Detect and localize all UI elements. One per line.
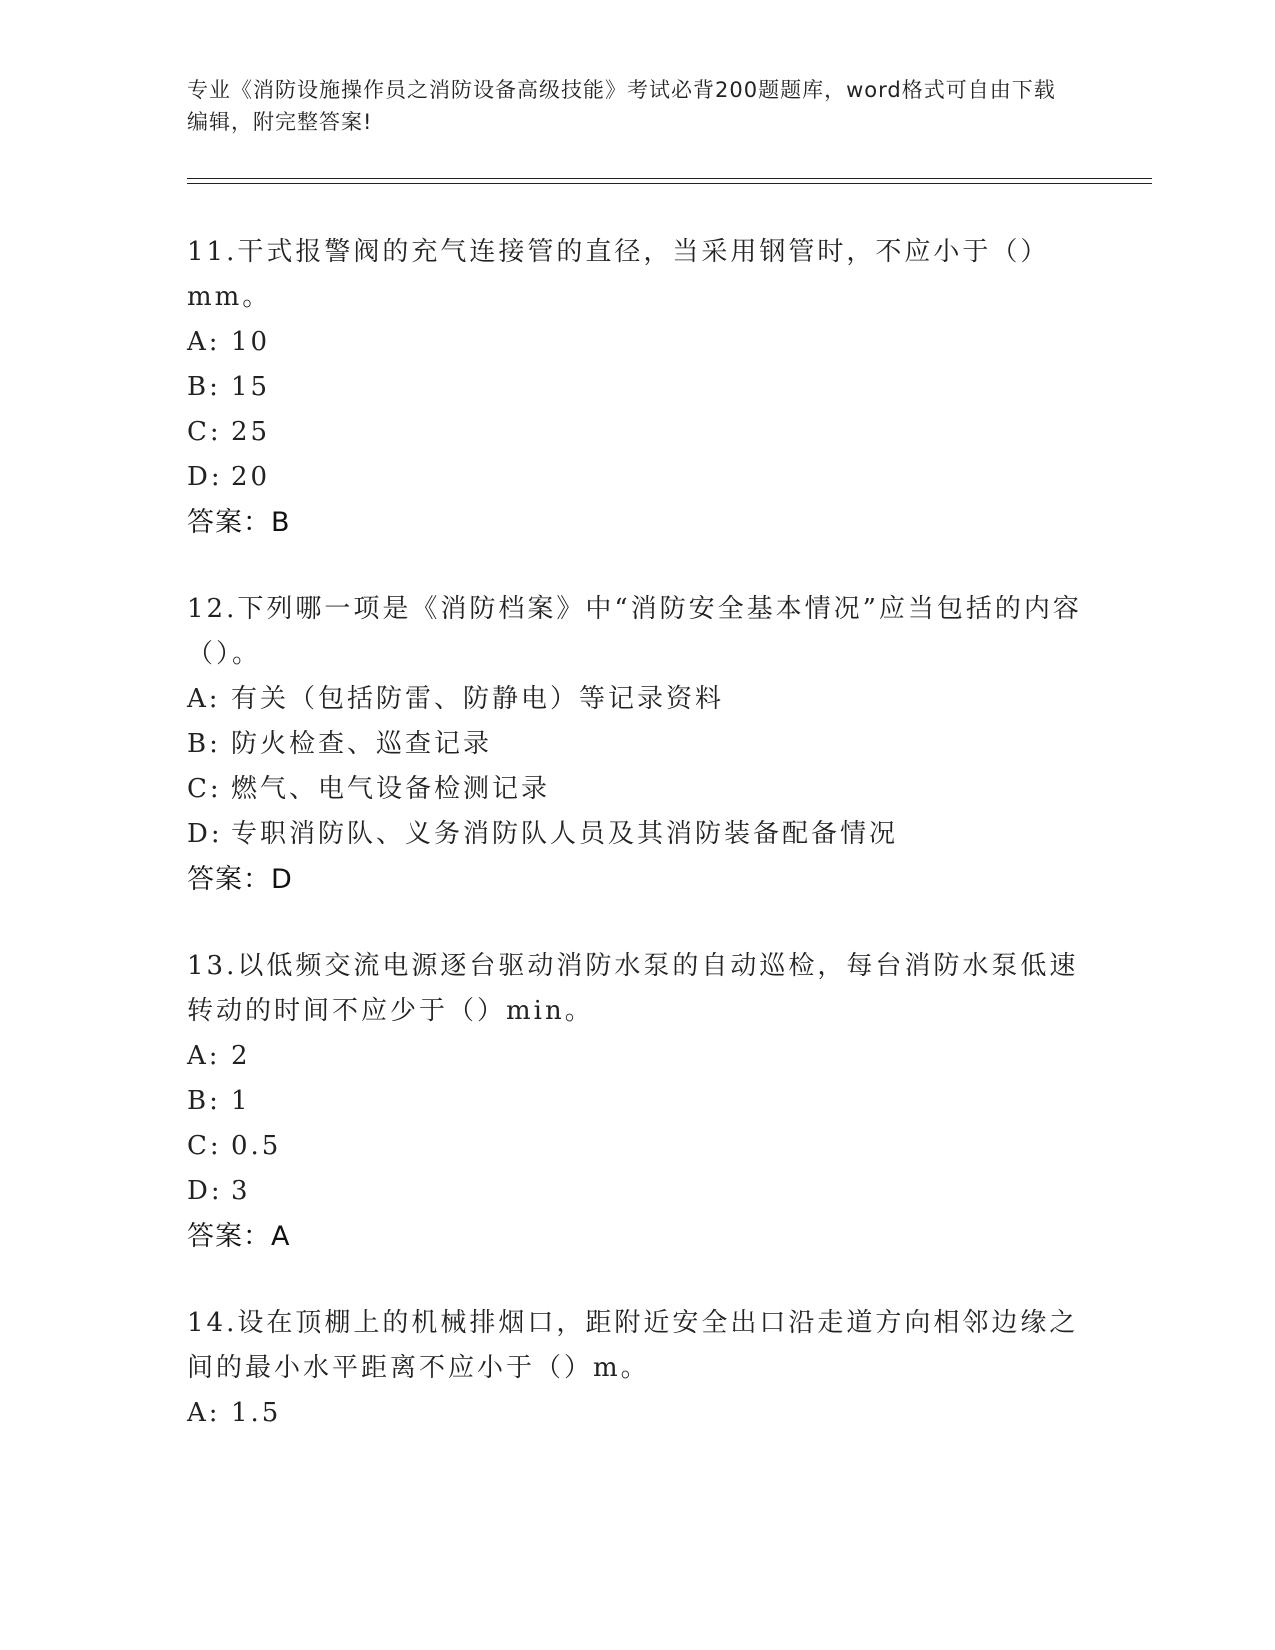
option-key: A: (187, 684, 221, 714)
option-text: 专职消防队、义务消防队人员及其消防装备配备情况 (231, 819, 899, 849)
option-text: 有关（包括防雷、防静电）等记录资料 (231, 684, 725, 714)
option-text: 1 (231, 1086, 251, 1116)
option-d (187, 812, 1087, 857)
option-key: C: (187, 1131, 222, 1161)
question-item (187, 1301, 1087, 1436)
option-key: D: (187, 462, 223, 492)
option-a (187, 677, 1087, 722)
option-b (187, 365, 1087, 410)
option-a (187, 1391, 1087, 1436)
option-text: 25 (231, 417, 271, 447)
option-key: C: (187, 417, 222, 447)
option-text: 燃气、电气设备检测记录 (231, 774, 551, 804)
option-text: 20 (231, 462, 271, 492)
option-text: 15 (231, 372, 271, 402)
answer-line: 答案：B (187, 507, 291, 538)
option-key: B: (187, 372, 221, 402)
question-item (187, 944, 1087, 1259)
option-key: B: (187, 1086, 221, 1116)
question-item (187, 587, 1087, 902)
option-c (187, 1124, 1087, 1169)
option-d (187, 455, 1087, 500)
option-key: B: (187, 729, 221, 759)
option-b (187, 722, 1087, 767)
option-c (187, 410, 1087, 455)
question-stem: 11.干式报警阀的充气连接管的直径，当采用钢管时，不应小于（）mm。 (187, 237, 1050, 312)
option-text: 2 (231, 1041, 251, 1071)
option-text: 1.5 (231, 1398, 282, 1428)
option-key: A: (187, 1398, 221, 1428)
option-text: 0.5 (231, 1131, 282, 1161)
option-key: D: (187, 1176, 223, 1206)
header-divider-top (187, 178, 1152, 179)
option-text: 防火检查、巡查记录 (231, 729, 493, 759)
question-stem: 13.以低频交流电源逐台驱动消防水泵的自动巡检，每台消防水泵低速转动的时间不应少于（）min。 (187, 951, 1079, 1026)
option-c (187, 767, 1087, 812)
question-stem: 14.设在顶棚上的机械排烟口，距附近安全出口沿走道方向相邻边缘之间的最小水平距离不应小于（）m。 (187, 1308, 1079, 1383)
option-a (187, 320, 1087, 365)
answer-line: 答案：A (187, 1221, 291, 1252)
option-d (187, 1169, 1087, 1214)
option-key: A: (187, 1041, 221, 1071)
question-stem: 12.下列哪一项是《消防档案》中“消防安全基本情况”应当包括的内容（）。 (187, 594, 1082, 669)
option-a (187, 1034, 1087, 1079)
option-text: 10 (231, 327, 271, 357)
header-divider-bottom (187, 183, 1152, 184)
question-item (187, 230, 1087, 545)
option-b (187, 1079, 1087, 1124)
option-key: D: (187, 819, 223, 849)
question-list (187, 230, 1087, 1478)
document-intro: 专业《消防设施操作员之消防设备高级技能》考试必背200题题库，word格式可自由下载编辑，附完整答案! (187, 78, 1056, 134)
option-text: 3 (231, 1176, 251, 1206)
option-key: C: (187, 774, 222, 804)
answer-line: 答案：D (187, 864, 293, 895)
option-key: A: (187, 327, 221, 357)
